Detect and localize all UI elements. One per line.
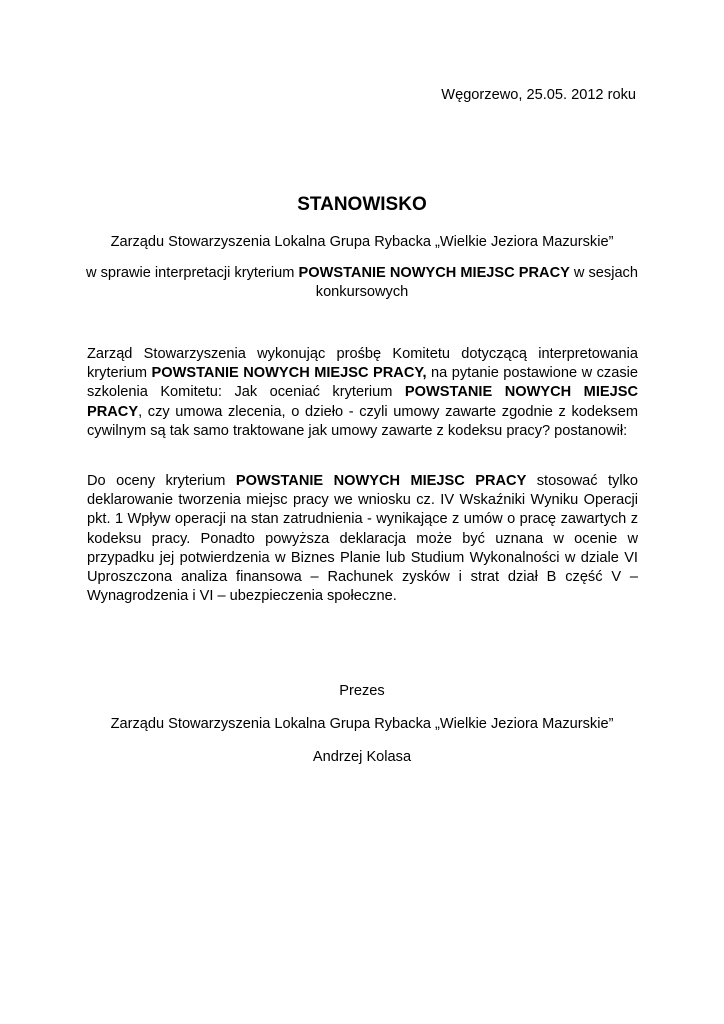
place-date: Węgorzewo, 25.05. 2012 roku — [441, 87, 636, 103]
signature-role: Prezes — [339, 683, 385, 699]
paragraph-decision-criterion: POWSTANIE NOWYCH MIEJSC PRACY — [235, 473, 527, 489]
signature-name: Andrzej Kolasa — [312, 749, 412, 765]
paragraph-request-part1: Zarząd Stowarzyszenia wykonując prośbę Komitetu dotyczącą interpretowania kryterium — [87, 346, 638, 382]
paragraph-request-criterion-2: POWSTANIE NOWYCH MIEJSC PRACY — [87, 384, 638, 420]
subtitle-board: Zarządu Stowarzyszenia Lokalna Grupa Rybacka „Wielkie Jeziora Mazurskie” — [110, 234, 614, 250]
subtitle-matter-prefix: w sprawie interpretacji kryterium — [86, 265, 299, 281]
paragraph-request-criterion-1: POWSTANIE NOWYCH MIEJSC PRACY, — [151, 365, 427, 382]
paragraph-request-part3: , czy umowa zlecenia, o dzieło - czyli umowy zawarte zgodnie z kodeksem cywilnym są tak samo traktowane jak umowy zawarte z kodeksu pracy? postanowił: — [87, 403, 638, 439]
subtitle-matter — [80, 264, 644, 302]
signature-organization: Zarządu Stowarzyszenia Lokalna Grupa Rybacka „Wielkie Jeziora Mazurskie” — [110, 716, 614, 732]
document-title: STANOWISKO — [297, 194, 427, 215]
paragraph-decision-part1: Do oceny kryterium — [87, 473, 236, 489]
subtitle-matter-criterion: POWSTANIE NOWYCH MIEJSC PRACY — [298, 265, 570, 281]
paragraph-decision-part2: stosować tylko deklarowanie tworzenia miejsc pracy we wniosku cz. IV Wskaźniki Wyniku Operacji pkt. 1 Wpływ operacji na stan zatrudnienia - wynikające z umów o pracę zawartych z kodeksu pracy. Ponadto powyższa deklaracja może być uznana w ocenie w przypadku jej potwierdzenia w Biznes Planie lub Studium Wykonalności w dziale VI Uproszczona analiza finansowa – Rachunek zysków i strat dział B część V – Wynagrodzenia i VI – ubezpieczenia społeczne. — [87, 473, 638, 605]
paragraph-request — [87, 345, 638, 441]
paragraph-decision — [87, 472, 638, 606]
subtitle-matter-suffix: w sesjach konkursowych — [315, 265, 638, 300]
paragraph-request-part2: na pytanie postawione w czasie szkolenia Komitetu: Jak oceniać kryterium — [87, 365, 638, 401]
